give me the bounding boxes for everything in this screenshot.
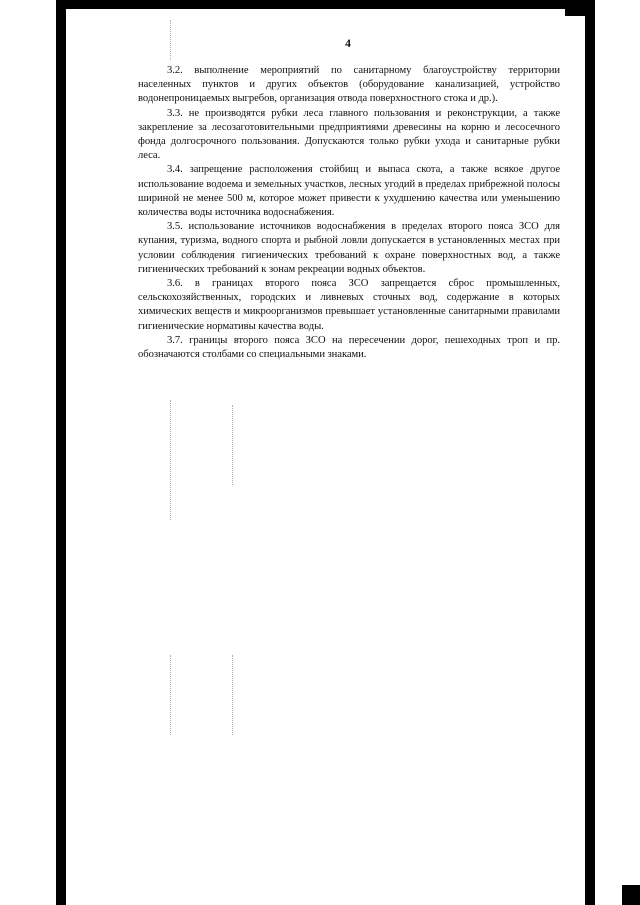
paragraph-3-6: 3.6. в границах второго пояса ЗСО запрещается сброс промышленных, сельскохозяйственных, городских и ливневых сточных вод, содержание в которых химических веществ и микроорганизмов превышает установленные санитарными правилами гигиенические нормативы качества воды. (138, 278, 560, 332)
paragraph-3-2: 3.2. выполнение мероприятий по санитарному благоустройству территории населенных пунктов и других объектов (оборудование канализацией, устройство водонепроницаемых выгребов, организация отвода поверхностного стока и др.). (138, 65, 560, 105)
fold-line (170, 655, 171, 735)
scan-edge-bottom-right (622, 885, 640, 905)
fold-line (232, 405, 233, 485)
document-body (138, 64, 560, 362)
scan-edge-right (585, 8, 595, 905)
paragraph-3-7: 3.7. границы второго пояса ЗСО на пересечении дорог, пешеходных троп и пр. обозначаются столбами со специальными знаками. (138, 334, 560, 361)
fold-line (170, 400, 171, 520)
paragraph-3-5: 3.5. использование источников водоснабжения в пределах второго пояса ЗСО для купания, туризма, водного спорта и рыбной ловли допускается в установленных местах при условии соблюдения гигиенических требований к охране поверхностных вод, а также гигиенических требований к зонам рекреации водных объектов. (138, 221, 560, 275)
scan-edge-left (56, 8, 66, 905)
scan-edge-top (56, 0, 595, 9)
page-number: 4 (345, 38, 351, 50)
paragraph-3-3: 3.3. не производятся рубки леса главного пользования и реконструкции, а также закрепление за лесозаготовительными предприятиями древесины на корню и лесосечного фонда долгосрочного пользования. Допускаются только рубки ухода и санитарные рубки леса. (138, 107, 560, 162)
fold-line (232, 655, 233, 735)
paragraph-3-4: 3.4. запрещение расположения стойбищ и выпаса скота, а также всякое другое использование водоема и земельных участков, лесных угодий в пределах прибрежной полосы шириной не менее 500 м, которое может привести к ухудшению качества или уменьшению количества воды источника водоснабжения. (138, 164, 560, 219)
